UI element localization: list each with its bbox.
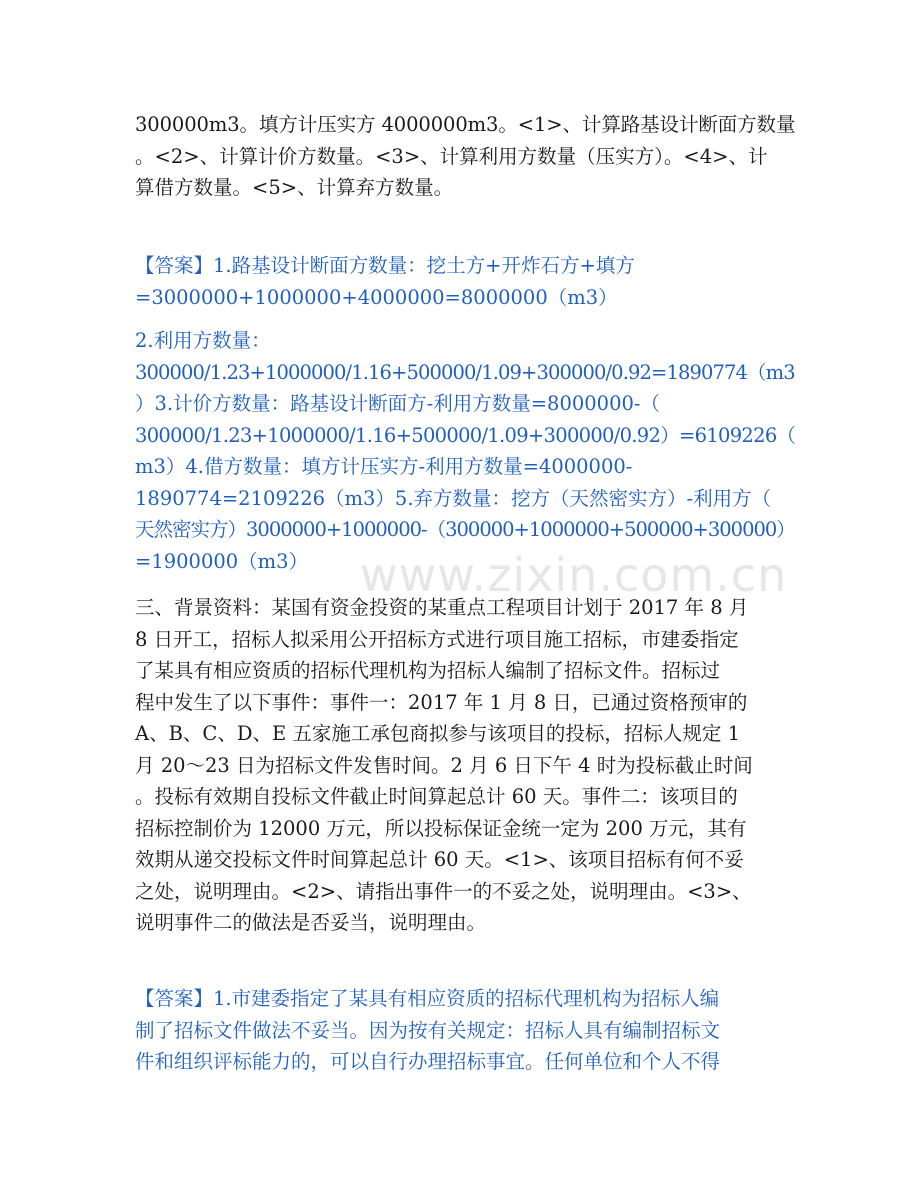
text-line: 【答案】1.市建委指定了某具有相应资质的招标代理机构为招标人编: [135, 987, 720, 1010]
question-paragraph-calculation: [135, 109, 795, 204]
text-line: =1900000（m3）: [135, 549, 309, 573]
answer-paragraph-design-section: [135, 250, 795, 313]
text-line: 了某具有相应资质的招标代理机构为招标人编制了招标文件。招标过: [135, 659, 721, 682]
text-line: 件和组织评标能力的，可以自行办理招标事宜。任何单位和个人不得: [135, 1050, 721, 1073]
text-line: 300000/1.23+1000000/1.16+500000/1.09+300000/0.92=1890774（m3: [135, 360, 795, 384]
answer-paragraph-bidding: [135, 983, 795, 1078]
text-line: 效期从递交投标文件时间算起总计 60 天。<1>、该项目招标有何不妥: [135, 848, 744, 871]
text-line: 。<2>、计算计价方数量。<3>、计算利用方数量（压实方）。<4>、计: [135, 144, 768, 168]
text-line: 月 20～23 日为招标文件发售时间。2 月 6 日下午 4 时为投标截止时间: [135, 753, 753, 777]
text-line: 招标控制价为 12000 万元，所以投标保证金统一定为 200 万元，其有: [135, 816, 747, 840]
text-line: 1890774=2109226（m3）5.弃方数量：挖方（天然密实方）-利用方（: [135, 486, 772, 510]
text-line: 算借方数量。<5>、计算弃方数量。: [135, 176, 454, 199]
text-line: 。投标有效期自投标文件截止时间算起总计 60 天。事件二：该项目的: [135, 785, 738, 808]
answer-paragraph-quantities: [135, 325, 795, 577]
text-line: 8 日开工，招标人拟采用公开招标方式进行项目施工招标，市建委指定: [135, 627, 739, 651]
text-line: 之处，说明理由。<2>、请指出事件一的不妥之处，说明理由。<3>、: [135, 879, 752, 903]
text-line: 三、背景资料：某国有资金投资的某重点工程项目计划于 2017 年 8 月: [135, 596, 749, 619]
text-line: 天然密实方）3000000+1000000-（300000+1000000+500000+300000）: [135, 518, 795, 541]
text-line: ）3.计价方数量：路基设计断面方-利用方数量=8000000-（: [135, 392, 660, 415]
text-line: 程中发生了以下事件：事件一：2017 年 1 月 8 日，已通过资格预审的: [135, 690, 748, 714]
text-line: 300000m3。填方计压实方 4000000m3。<1>、计算路基设计断面方数量: [135, 113, 796, 136]
text-line: 说明事件二的做法是否妥当，说明理由。: [135, 911, 487, 934]
question-paragraph-bidding: [135, 592, 795, 939]
watermark: www.zixin.com.cn: [360, 548, 788, 602]
text-line: =3000000+1000000+4000000=8000000（m3）: [135, 285, 618, 309]
text-line: 【答案】1.路基设计断面方数量：挖土方+开炸石方+填方: [135, 254, 635, 277]
text-line: 300000/1.23+1000000/1.16+500000/1.09+300000/0.92）=6109226（: [135, 423, 796, 447]
text-line: A、B、C、D、E 五家施工承包商拟参与该项目的投标，招标人规定 1: [135, 722, 741, 745]
text-line: m3）4.借方数量：填方计压实方-利用方数量=4000000-: [135, 455, 633, 478]
text-line: 2.利用方数量：: [135, 329, 271, 352]
text-line: 制了招标文件做法不妥当。因为按有关规定：招标人具有编制招标文: [135, 1018, 721, 1042]
